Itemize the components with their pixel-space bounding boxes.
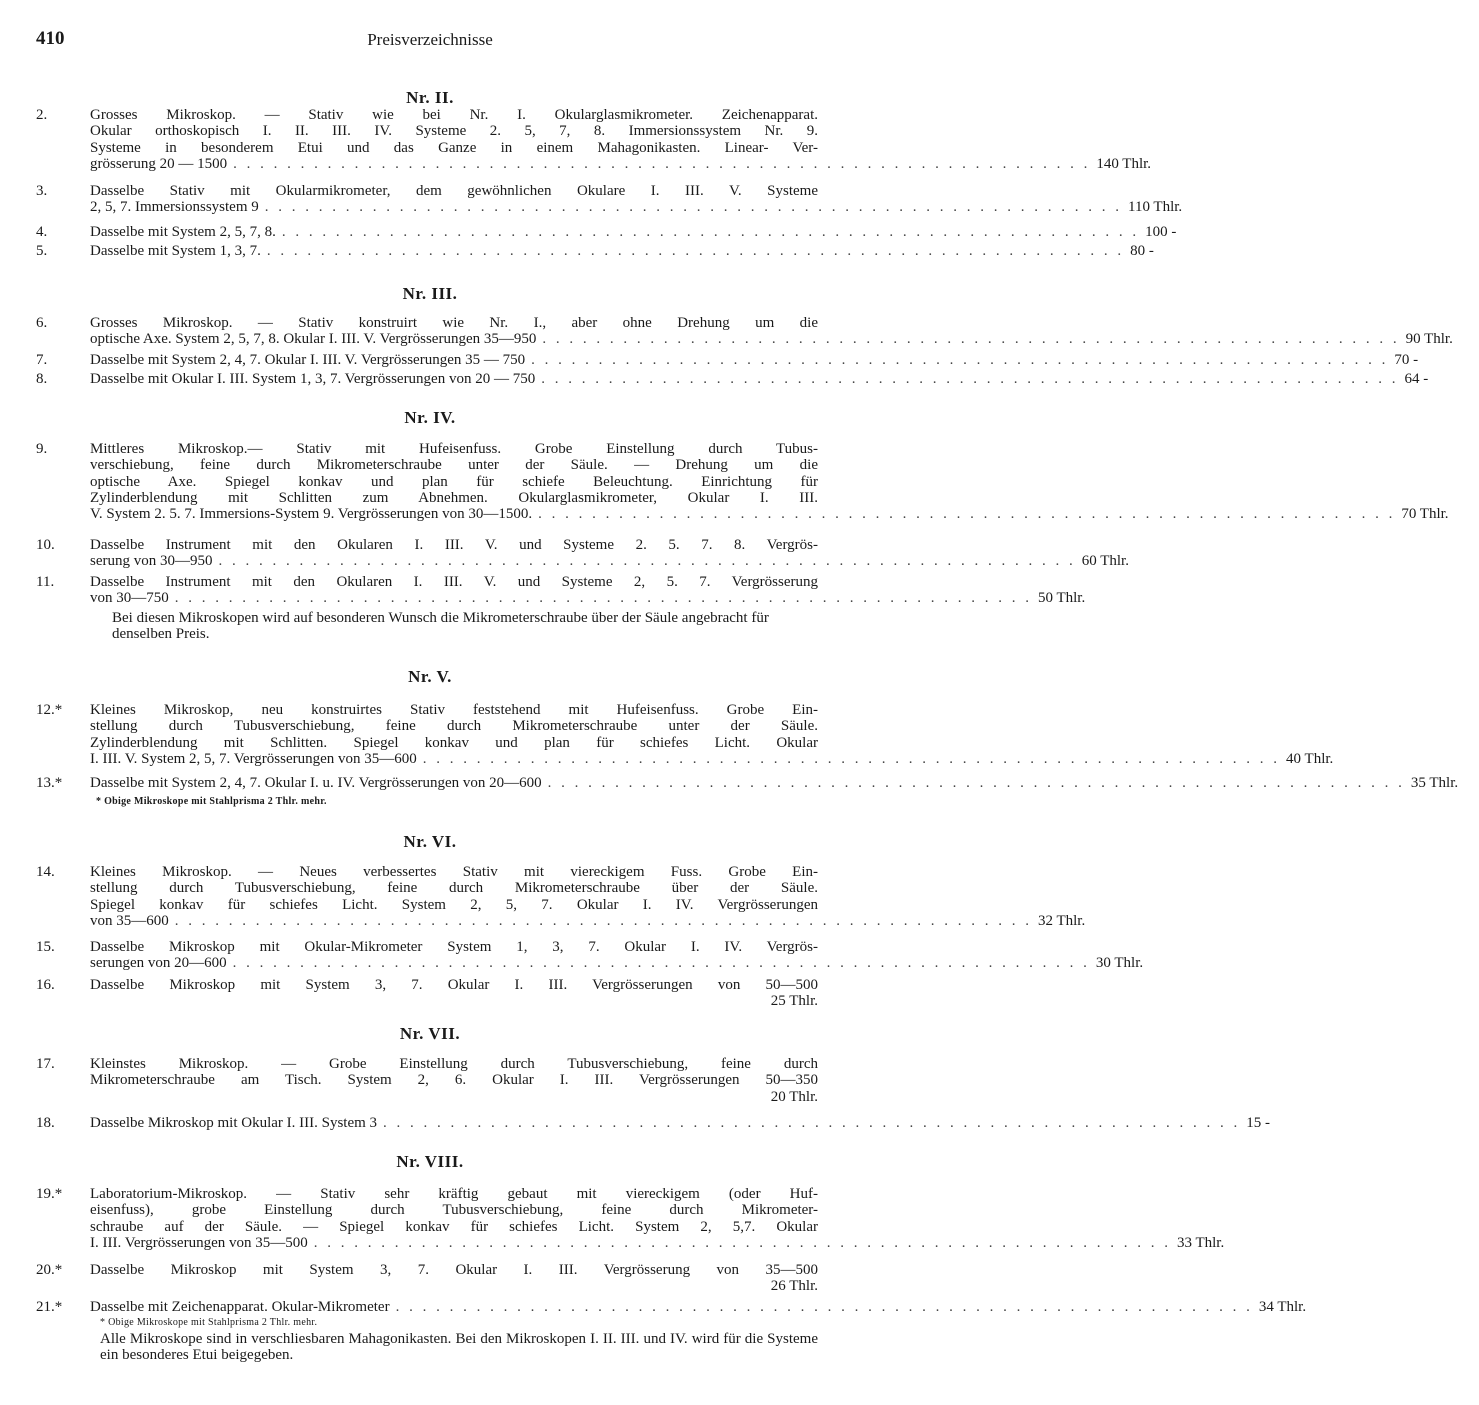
entry-price-line [90,775,1459,791]
entry-line: I. III. Vergrösserungen von 35—500 [90,1234,308,1251]
entry-line: Zylinderblendung mit Schlitten zum Abnehmen. Okularglasmikrometer, Okular I. III. [90,489,818,506]
leader-dots: . . . . . . . . . . . . . . . . . . . . . . . . . . . . . . . . . . . . . . . . . . . . . . . . . . . . . . . . . . . . . . . . [547,775,1405,791]
leader-dots: . . . . . . . . . . . . . . . . . . . . . . . . . . . . . . . . . . . . . . . . . . . . . . . . . . . . . . . . . . . . . . . . [233,155,1091,172]
entry-price-line [90,352,1419,368]
entry-text [90,243,1154,259]
entry-number: 21.* [36,1299,63,1315]
entry-price: 34 Thlr. [1258,1299,1307,1315]
entry-price: 80 - [1130,243,1154,259]
section-title-nr-ii: Nr. II. [406,88,454,107]
entry-price: 70 - [1394,352,1419,368]
entry-line: Kleines Mikroskop, neu konstruirtes Stativ feststehend mit Hufeisenfuss. Grobe Ein- [90,702,818,718]
leader-dots: . . . . . . . . . . . . . . . . . . . . . . . . . . . . . . . . . . . . . . . . . . . . . . . . . . . . . . . . . . . . . . . . [395,1299,1253,1315]
entry-line: von 35—600 [90,912,169,929]
leader-dots: . . . . . . . . . . . . . . . . . . . . . . . . . . . . . . . . . . . . . . . . . . . . . . . . . . . . . . . . . . . . . . . . [232,955,1090,972]
entry-price: 25 Thlr. [770,993,818,1010]
entry-text [90,537,1129,570]
leader-dots: . . . . . . . . . . . . . . . . . . . . . . . . . . . . . . . . . . . . . . . . . . . . . . . . . . . . . . . . . . . . . . . . [383,1115,1241,1131]
entry-price: 110 Thlr. [1128,199,1183,216]
entry-line: V. System 2. 5. 7. Immersions-System 9. Vergrösserungen von 30—1500. [90,506,533,523]
entry-line: Dasselbe Mikroskop mit Okular-Mikrometer System 1, 3, 7. Okular I. IV. Vergrös- [90,939,818,955]
entry-line: Grosses Mikroskop. — Stativ konstruirt wie Nr. I., aber ohne Drehung um die [90,315,818,331]
entry-number: 15. [36,939,55,955]
entry-number: 2. [36,107,48,123]
entry-line: Kleines Mikroskop. — Neues verbessertes Stativ mit viereckigem Fuss. Grobe Ein- [90,864,818,880]
entry-text [90,441,1449,523]
section-iv-note: Bei diesen Mikroskopen wird auf besonderen Wunsch die Mikrometerschraube über der Säule angebracht für denselben Preis. [112,610,769,643]
entry-price-line [90,243,1154,259]
entry-number: 14. [36,864,55,880]
entry-price: 26 Thlr. [770,1278,818,1295]
entry-line: serung von 30—950 [90,553,213,570]
running-title: Preisverzeichnisse [367,30,493,49]
section-title-nr-iv: Nr. IV. [404,408,456,427]
entry-text [90,939,1144,972]
entry-text [90,775,1459,791]
entry-line: Dasselbe mit System 2, 4, 7. Okular I. u. IV. Vergrösserungen von 20—600 [90,775,542,791]
section-title-nr-v: Nr. V. [408,667,452,686]
entry-line: Dasselbe mit System 1, 3, 7. [90,243,261,259]
entry-price-line [90,553,1129,570]
entry-price: 33 Thlr. [1177,1234,1225,1251]
entry-line: optische Axe. Spiegel konkav und plan für schiefe Beleuchtung. Einrichtung für [90,473,818,490]
entry-text [90,864,1086,929]
entry-price-line [90,506,1449,523]
entry-price: 35 Thlr. [1410,775,1459,791]
entry-number: 19.* [36,1186,63,1202]
entry-line: I. III. V. System 2, 5, 7. Vergrösserungen von 35—600 [90,750,417,767]
running-head [0,28,860,54]
entry-text [90,183,1183,216]
entry-price-line [90,912,1086,929]
entry-number: 18. [36,1115,55,1131]
entry-price: 60 Thlr. [1081,553,1129,570]
entry-number: 16. [36,977,55,993]
entry-number: 13.* [36,775,63,791]
entry-text [90,1186,1225,1251]
entry-text [90,1115,1271,1131]
entry-number: 7. [36,352,48,368]
entry-line: schraube auf der Säule. — Spiegel konkav für schiefes Licht. System 2, 5,7. Okular [90,1218,818,1235]
entry-number: 12.* [36,702,63,718]
entry-line: verschiebung, feine durch Mikrometerschraube unter der Säule. — Drehung um die [90,457,818,474]
entry-number: 10. [36,537,55,553]
entry-number: 17. [36,1056,55,1072]
entry-line: stellung durch Tubusverschiebung, feine durch Mikrometerschraube über der Säule. [90,880,818,897]
entry-text [90,1262,818,1295]
entry-number: 8. [36,371,48,387]
leader-dots: . . . . . . . . . . . . . . . . . . . . . . . . . . . . . . . . . . . . . . . . . . . . . . . . . . . . . . . . . . . . . . . . [542,331,1400,348]
entry-line: Grosses Mikroskop. — Stativ wie bei Nr. I. Okularglasmikrometer. Zeichenapparat. [90,107,818,123]
leader-dots: . . . . . . . . . . . . . . . . . . . . . . . . . . . . . . . . . . . . . . . . . . . . . . . . . . . . . . . . . . . . . . . . [538,506,1396,523]
entry-text [90,1056,818,1105]
entry-price-line [90,371,1429,387]
entry-price-line [90,199,1183,216]
footnote-stahlprisma-2: * Obige Mikroskope mit Stahlprisma 2 Thlr. mehr. [100,1317,318,1328]
entry-price: 40 Thlr. [1286,750,1334,767]
entry-text [90,352,1419,368]
entry-line: Spiegel konkav für schiefes Licht. System 2, 5, 7. Okular I. IV. Vergrösserungen [90,896,818,913]
entry-price-line [90,155,1152,172]
entry-price-line [90,955,1144,972]
entry-price-line [90,331,1453,348]
entry-line: stellung durch Tubusverschiebung, feine durch Mikrometerschraube unter der Säule. [90,718,818,735]
entry-line: Dasselbe Mikroskop mit System 3, 7. Okular I. III. Vergrösserungen von 50—500 [90,977,818,993]
entry-text [90,315,1453,348]
entry-number: 9. [36,441,48,457]
entry-text [90,224,1177,240]
entry-line: Dasselbe Instrument mit den Okularen I. III. V. und Systeme 2, 5. 7. Vergrösserung [90,574,818,590]
page-number: 410 [36,28,65,49]
entry-price: 20 Thlr. [770,1088,818,1105]
entry-text [90,574,1086,607]
entry-price-line [90,1234,1225,1251]
entry-price-line [90,590,1086,607]
leader-dots: . . . . . . . . . . . . . . . . . . . . . . . . . . . . . . . . . . . . . . . . . . . . . . . . . . . . . . . . . . . . . . . . [313,1234,1171,1251]
entry-line: grösserung 20 — 1500 [90,155,228,172]
entry-price: 64 - [1404,371,1429,387]
entry-text [90,371,1429,387]
entry-number: 5. [36,243,48,259]
entry-line: von 30—750 [90,590,169,607]
entry-line: Dasselbe Mikroskop mit System 3, 7. Okular I. III. Vergrösserung von 35—500 [90,1262,818,1278]
leader-dots: . . . . . . . . . . . . . . . . . . . . . . . . . . . . . . . . . . . . . . . . . . . . . . . . . . . . . . . . . . . . . . . . [422,750,1281,767]
entry-line: Okular orthoskopisch I. II. III. IV. Systeme 2. 5, 7, 8. Immersionssystem Nr. 9. [90,123,818,140]
entry-line: eisenfuss), grobe Einstellung durch Tubusverschiebung, feine durch Mikrometer- [90,1202,818,1219]
entry-line: Zylinderblendung mit Schlitten. Spiegel konkav und plan für schiefes Licht. Okular [90,734,818,751]
entry-line: optische Axe. System 2, 5, 7, 8. Okular I. III. V. Vergrösserungen 35—950 [90,331,537,348]
entry-price: 100 - [1145,224,1177,240]
entry-number: 3. [36,183,48,199]
leader-dots: . . . . . . . . . . . . . . . . . . . . . . . . . . . . . . . . . . . . . . . . . . . . . . . . . . . . . . . . . . . . . . . . [266,243,1125,259]
entry-price-line [90,1299,1307,1315]
entry-number: 20.* [36,1262,63,1278]
entry-price-line [90,224,1177,240]
entry-line: Kleinstes Mikroskop. — Grobe Einstellung durch Tubusverschiebung, feine durch [90,1056,818,1072]
entry-line: Systeme in besonderem Etui und das Ganze in einem Mahagonikasten. Linear- Ver- [90,139,818,156]
entry-text [90,702,1334,767]
entry-line: serungen von 20—600 [90,955,227,972]
leader-dots: . . . . . . . . . . . . . . . . . . . . . . . . . . . . . . . . . . . . . . . . . . . . . . . . . . . . . . . . . . . . . . . . [218,553,1076,570]
entry-line: Mikrometerschraube am Tisch. System 2, 6. Okular I. III. Vergrösserungen 50—350 [90,1072,818,1089]
leader-dots: . . . . . . . . . . . . . . . . . . . . . . . . . . . . . . . . . . . . . . . . . . . . . . . . . . . . . . . . . . . . . . . . [264,199,1122,216]
entry-line: Laboratorium-Mikroskop. — Stativ sehr kräftig gebaut mit viereckigem (oder Huf- [90,1186,818,1202]
entry-price: 70 Thlr. [1401,506,1449,523]
section-title-nr-vi: Nr. VI. [403,832,457,851]
leader-dots: . . . . . . . . . . . . . . . . . . . . . . . . . . . . . . . . . . . . . . . . . . . . . . . . . . . . . . . . . . . . . . . . [174,590,1032,607]
entry-price: 90 Thlr. [1405,331,1453,348]
entry-price: 140 Thlr. [1096,155,1152,172]
entry-price: 50 Thlr. [1038,590,1086,607]
entry-line: Dasselbe mit System 2, 4, 7. Okular I. III. V. Vergrösserungen 35 — 750 [90,352,526,368]
entry-price: 15 - [1246,1115,1271,1131]
entry-number: 11. [36,574,55,590]
entry-line: Dasselbe Mikroskop mit Okular I. III. System 3 [90,1115,378,1131]
entry-price-line [90,750,1334,767]
entry-line: Dasselbe mit Zeichenapparat. Okular-Mikrometer [90,1299,390,1315]
leader-dots: . . . . . . . . . . . . . . . . . . . . . . . . . . . . . . . . . . . . . . . . . . . . . . . . . . . . . . . . . . . . . . . . [541,371,1399,387]
entry-line: Mittleres Mikroskop.— Stativ mit Hufeisenfuss. Grobe Einstellung durch Tubus- [90,441,818,457]
leader-dots: . . . . . . . . . . . . . . . . . . . . . . . . . . . . . . . . . . . . . . . . . . . . . . . . . . . . . . . . . . . . . . . . [531,352,1389,368]
section-title-nr-viii: Nr. VIII. [396,1152,464,1171]
leader-dots: . . . . . . . . . . . . . . . . . . . . . . . . . . . . . . . . . . . . . . . . . . . . . . . . . . . . . . . . . . . . . . . . [281,224,1140,240]
entry-price: 30 Thlr. [1095,955,1144,972]
entry-line: Dasselbe mit Okular I. III. System 1, 3, 7. Vergrösserungen von 20 — 750 [90,371,536,387]
entry-price-line [90,1115,1271,1131]
section-title-nr-vii: Nr. VII. [399,1024,461,1043]
entry-number: 4. [36,224,48,240]
entry-line: 2, 5, 7. Immersionssystem 9 [90,199,259,216]
footnote-stahlprisma: * Obige Mikroskope mit Stahlprisma 2 Thlr. mehr. [96,796,327,807]
leader-dots: . . . . . . . . . . . . . . . . . . . . . . . . . . . . . . . . . . . . . . . . . . . . . . . . . . . . . . . . . . . . . . . . [174,912,1032,929]
entry-line: Dasselbe Instrument mit den Okularen I. III. V. und Systeme 2. 5. 7. 8. Vergrös- [90,537,818,553]
entry-text [90,1299,1307,1315]
entry-text [90,977,818,1010]
closing-note: Alle Mikroskope sind in verschliesbaren Mahagonikasten. Bei den Mikroskopen I. II. III. und IV. wird für die Systeme ein besonderes Etui beigegeben. [100,1331,818,1364]
section-title-nr-iii: Nr. III. [402,284,458,303]
entry-line: Dasselbe mit System 2, 5, 7, 8. [90,224,276,240]
entry-line: Dasselbe Stativ mit Okularmikrometer, dem gewöhnlichen Okulare I. III. V. Systeme [90,183,818,199]
entry-price: 32 Thlr. [1038,912,1086,929]
entry-number: 6. [36,315,48,331]
entry-text [90,107,1152,172]
